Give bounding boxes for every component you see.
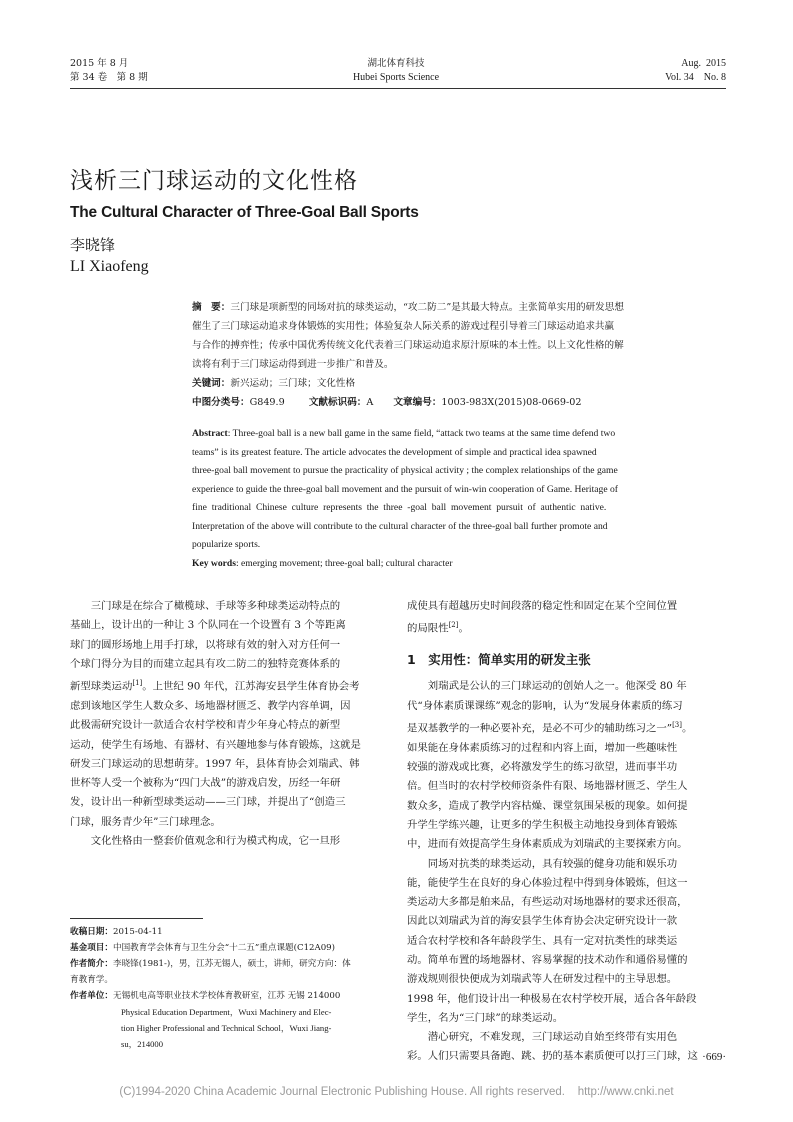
abstract-en-line: popularize sports.: [192, 539, 261, 550]
title-cn: 浅析三门球运动的文化性格: [70, 168, 358, 194]
header-left: [70, 57, 148, 85]
footnote-rule: [70, 918, 203, 919]
bio-text: 李晓锋(1981-)，男，江苏无锡人，硕士，讲师，研究方向：体: [112, 959, 351, 969]
doc-code-label: 文献标识码：: [308, 397, 367, 408]
abstract-cn-label: 摘 要：: [192, 302, 231, 313]
received-label: 收稿日期：: [70, 927, 113, 937]
copyright-footer: (C)1994-2020 China Academic Journal Electronic Publishing House. All rights reserved. http://www.cnki.net: [119, 1086, 674, 1098]
section-heading: 1 实用性：简单实用的研发主张: [407, 652, 591, 668]
text-line: 中，进而有效提高学生身体素质成为刘瑞武的主要探索方向。: [407, 838, 688, 851]
page-number: ·669·: [702, 1051, 726, 1063]
unit-label: 作者单位：: [70, 991, 113, 1001]
text-line: 文化性格由一整套价值观念和行为模式构成，它一旦形: [90, 835, 341, 848]
author-en: LI Xiaofeng: [70, 258, 149, 275]
text-line: 基础上，设计出的一种让 3 个队同在一个设置有 3 个等距离: [70, 619, 346, 632]
unit-text: Physical Education Department，Wuxi Machinery and Elec-: [121, 1007, 332, 1017]
text-line: 类运动大多都是舶来品，有些运动对场地器材的要求还很高，: [407, 896, 688, 909]
header-volume-en: Vol. 34 No. 8: [665, 72, 726, 83]
fund-text: 中国教育学会体育与卫生分会“十二五”重点课题(C12A09): [112, 943, 336, 953]
unit-text: su，214000: [121, 1039, 164, 1049]
text-line: 刘瑞武是公认的三门球运动的创始人之一。他深受 80 年: [427, 680, 687, 693]
article-number-value: 1003-983X(2015)08-0669-02: [441, 397, 582, 408]
text-line: 此极需研究设计一款适合农村学校和青少年身心特点的新型: [70, 719, 341, 732]
abstract-cn-line: 三门球是项新型的同场对抗的球类运动，“攻二防二”是其最大特点。主张简单实用的研发思想: [230, 302, 624, 313]
text-line: 能，能使学生在良好的身心体验过程中得到身体锻炼，但这一: [407, 876, 688, 889]
unit-text: tion Higher Professional and Technical School，Wuxi Jiang-: [121, 1023, 332, 1033]
citation: [3]: [672, 720, 682, 729]
left-column: [70, 597, 388, 851]
text-line: 。: [682, 722, 693, 735]
text-line: 成使具有超越历史时间段落的稳定性和固定在某个空间位置: [407, 600, 678, 612]
text-line: 适合农村学校和各年龄段学生、具有一定对抗类性的球类运: [407, 934, 678, 947]
abstract-cn-line: 催生了三门球运动追求身体锻炼的实用性；体验复杂人际关系的游戏过程引导着三门球运动追求共赢: [192, 321, 615, 332]
text-line: 新型球类运动: [70, 680, 133, 693]
text-line: 门球，服务青少年”三门球理念。: [70, 815, 221, 828]
text-line: 代“身体素质课课练”观念的影响，认为“发展身体素质的练习: [407, 699, 683, 712]
header-date-en: Aug. 2015: [681, 58, 726, 69]
paragraph: [70, 597, 388, 616]
bio-text: 育教育学。: [70, 975, 113, 985]
text-line: 三门球是在综合了橄榄球、手球等多种球类运动特点的: [90, 600, 341, 612]
text-line: 如果能在身体素质练习的过程和内容上面，增加一些趣味性: [407, 741, 678, 754]
text-line: 学生，名为“三门球”的球类运动。: [407, 1011, 564, 1024]
keywords-en-label: Key words: [192, 557, 236, 569]
clc-value: G849.9: [249, 397, 285, 408]
text-line: 球门的圆形场地上用手打球，以将球有效的射入对方任何一: [70, 638, 341, 651]
title-en: The Cultural Character of Three-Goal Ball Sports: [70, 204, 419, 221]
abstract-en-line: three-goal ball movement to pursue the practicality of physical activity ; the complex relationships of the game: [192, 465, 618, 476]
keywords-en: : emerging movement; three-goal ball; cultural character: [235, 557, 453, 569]
bio-label: 作者简介：: [70, 959, 113, 969]
text-line: 。: [458, 622, 469, 635]
text-line: 动。简单布置的场地器材、容易掌握的技术动作和通俗易懂的: [407, 953, 688, 966]
abstract-en-line: : Three-goal ball is a new ball game in the same field, “attack two teams at the same time defend two: [227, 428, 616, 439]
text-line: 彩。人们只需要具备跑、跳、扔的基本素质便可以打三门球，这: [407, 1050, 698, 1063]
header-rule: [70, 88, 726, 89]
text-line: 升学生学练兴趣，让更多的学生积极主动地投身到体育锻炼: [407, 818, 678, 831]
text-line: 数众多，造成了教学内容枯燥、课堂氛围呆板的现象。如何提: [407, 799, 688, 812]
citation: [2]: [448, 621, 459, 630]
citation: [1]: [132, 679, 143, 688]
article-number-label: 文章编号：: [393, 397, 442, 408]
header-volume-cn: 第 34 卷 第 8 期: [70, 72, 148, 83]
abstract-en-line: Interpretation of the above will contribute to the cultural character of the three-goal ball further promote and: [192, 520, 608, 532]
text-line: 运动，使学生有场地、有器材、有兴趣地参与体育锻炼，这就是: [70, 738, 361, 751]
unit-text: 无锡机电高等职业技术学校体育教研室，江苏 无锡 214000: [112, 991, 341, 1001]
text-line: 的局限性: [407, 622, 449, 635]
abstract-en: [192, 425, 724, 573]
text-line: 世杯等人受一个被称为“四门大战”的游戏启发，历经一年研: [70, 777, 341, 790]
abstract-en-line: experience to guide the three-goal ball movement and the pursuit of win-win cooperation of Game. Heritage of: [192, 483, 618, 495]
footnotes: [70, 924, 388, 1052]
abstract-cn-line: 与合作的搏弈性；传承中国优秀传统文化代表着三门球运动追求原汁原味的本土性。以上文化性格的解: [192, 340, 624, 351]
abstract-en-label: Abstract: [192, 428, 228, 439]
received-date: 2015-04-11: [112, 927, 163, 937]
doc-code-value: A: [366, 397, 374, 408]
text-line: 因此以刘瑞武为首的海安县学生体育协会决定研究设计一款: [407, 915, 678, 928]
abstract-cn-line: 读将有利于三门球运动得到进一步推广和普及。: [192, 359, 394, 370]
text-line: 发，设计出一种新型球类运动——三门球，并提出了“创造三: [70, 796, 346, 809]
header-journal-cn: 湖北体育科技: [367, 58, 425, 69]
right-column: [407, 597, 727, 1067]
text-line: 游戏规则很快便成为刘瑞武等人在研发过程中的主导思想。: [407, 973, 678, 986]
clc-label: 中图分类号：: [192, 397, 250, 408]
header-date-cn: 2015 年 8 月: [70, 58, 129, 69]
text-line: 同场对抗类的球类运动，具有较强的健身功能和娱乐功: [427, 857, 678, 870]
abstract-en-line: teams” is its greatest feature. The article advocates the development of simple and practical idea spawned: [192, 446, 597, 458]
author-cn: 李晓锋: [70, 236, 116, 254]
text-line: 倍。但当时的农村学校师资条件有限、场地器材匮乏、学生人: [407, 780, 688, 793]
keywords-cn: 新兴运动；三门球；文化性格: [230, 378, 356, 389]
header-center: [296, 57, 496, 85]
text-line: 1998 年，他们设计出一种极易在农村学校开展，适合各年龄段: [407, 992, 697, 1005]
header-journal-en: Hubei Sports Science: [352, 72, 440, 83]
text-line: 是双基教学的一种必要补充，是必不可少的辅助练习之一”: [407, 722, 673, 735]
keywords-cn-label: 关键词：: [192, 378, 231, 389]
text-line: 较强的游戏或比赛，必将激发学生的练习欲望，进而事半功: [407, 761, 678, 774]
text-line: 个球门得分为目的而建立起具有攻二防二的独特竞赛体系的: [70, 657, 341, 670]
abstract-cn: [192, 298, 724, 412]
abstract-en-line: fine traditional Chinese culture represents the three -goal ball movement pursuit of authentic native.: [192, 502, 607, 513]
text-line: 虑到该地区学生人数众多、场地器材匮乏、教学内容单调，因: [70, 699, 351, 712]
header-right: [665, 57, 726, 85]
text-line: 研发三门球运动的思想萌芽。1997 年，县体育协会刘瑞武、韩: [70, 757, 360, 770]
text-line: 潜心研究，不难发现，三门球运动自始至终带有实用色: [427, 1031, 678, 1044]
fund-label: 基金项目：: [70, 943, 113, 953]
text-line: 。上世纪 90 年代，江苏海安县学生体育协会考: [142, 680, 360, 693]
